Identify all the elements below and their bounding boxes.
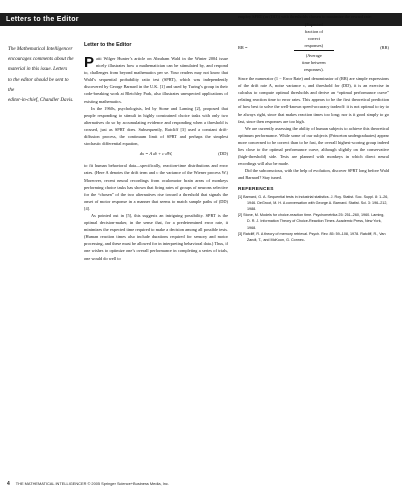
paragraph: employ SPRT (or (DD)) with thresholds chosen to maximize the reward rate:: [238, 14, 372, 19]
equation-lhs: RR =: [238, 44, 248, 50]
page-footer: [7, 481, 169, 487]
paragraph: In the 1960s, psychologists, led by Stone and Laming [2], proposed that people responding to stimuli in highly constrained choice tasks with only two alternatives do so by accumulating evidence and responding when a threshold is crossed, just as SPRT does. Subsequently, Ratcliff [3] used a constant drift-diffusion process, the continuum limit of SPRT and perhaps the simplest stochastic differential equation,: [84, 105, 228, 147]
article-column-right: [238, 13, 389, 243]
footer-text: THE MATHEMATICAL INTELLIGENCER © 2005 Springer Science+Business Media, Inc.: [15, 481, 169, 486]
equation-number: (RR): [380, 44, 389, 50]
drop-cap: P: [84, 54, 95, 71]
references-list: [238, 194, 389, 244]
paragraph: Since the numerator (1 − Error Rate) and denominator of (RR) are simple expressions of the drift rate A, noise variance c, and threshold for (DD), it is an exercise in calculus to compute optimal thresholds and derive an “optimal performance curve” relating reaction time to error rates. This appears to be the first theoretical prediction of how best to solve the well-known speed-accuracy tradeoff: it is not optimal to try to be always right, since that makes reaction times too long; nor is it good simply to go fast, since then responses are too high.: [238, 76, 389, 124]
editorial-side-note: The Mathematical Intelligencer encourages comments about the material in this issue. Letters to the editor should be sent to the editor-in-chief, Chandler Davis.: [8, 46, 74, 104]
equation-dd: [84, 150, 228, 157]
equation-number: (DD): [218, 151, 228, 157]
reference-item: [3] Ratcliff, R. A theory of memory retrieval. Psych. Rev. 85: 59–108, 1978. Ratcliff, R., Van Zandt, T., and McKoon, G. Connec-: [238, 231, 386, 242]
reference-item: [2] Stone, M. Models for choice-reaction time. Psychometrika 25: 251–260, 1960. Laming, D. R. J. Information Theory of Choice-Reaction Times. Academic Press, New York, 1968.: [238, 213, 385, 230]
fraction-bar: [294, 50, 334, 51]
equation-text: dx = A dt + c dW,: [139, 151, 173, 157]
paragraph: We are currently assessing the ability of human subjects to achieve this theoretical optimum performance. While some of our subjects (Princeton undergraduates) appear more concerned to be correct than to be fast, the overall highest-scoring group indeed lies close to the optimal performance curve, although slightly on the conservative (high-threshold) side. Tests are planned with monkeys in which direct neural recordings will also be made.: [238, 125, 389, 167]
section-title: Letters to the Editor: [6, 16, 79, 23]
reference-item: [1] Barnard, G. A. Sequential tests in industrial statistics. J. Roy. Statist. Soc. Suppl. 8: 1–26, 1946. DeGroot, M. H. A conversation with George A. Barnard. Statist. Sci. 3: 196–212, 1988.: [238, 194, 389, 211]
page-number: 4: [7, 481, 10, 487]
references-heading: REFERENCES: [238, 186, 274, 192]
paragraph: Did the subconscious, with the help of evolution, discover SPRT long before Wald and Barnard? Stay tuned.: [238, 168, 389, 181]
paragraph: As pointed out in [5], this suggests an intriguing possibility. SPRT is the optimal decision-maker, in the sense that, for a predetermined error rate, it minimizes the expected time required to make a decision among all possible tests. (Human reaction times also include durations required for sensory and motor processing, and these must be allowed for in interpreting behavioral data.) Thus, if one wishes to optimize one’s overall performance in completing a series of trials, one would do well to: [84, 212, 228, 261]
article-column-left: [84, 42, 228, 262]
fraction: (Expected fraction of correct responses) (Average time between responses).: [253, 21, 374, 73]
article-title: Letter to the Editor: [84, 42, 132, 48]
paragraph: Patti Wilger Hunter’s article on Abraham Wald in the Winter 2004 issue nicely illustrates how a mathematician can be stimulated by, and respond to, challenges from beyond mathematics per se. Your readers may not know that Wald’s sequential probability ratio test (SPRT), which was independently discovered by George Barnard in the U.K. [1] and used by Turing’s group in their code-breaking work at Bletchley Park, also illustrates unexpected applications of existing mathematics.: [84, 54, 228, 104]
paragraph: to fit human behavioral data—specifically, reaction-time distributions and error rates. (Here A denotes the drift term and c the variance of the Wiener process W.) Moreover, recent neural recordings from oculomotor brain areas of monkeys performing choice tasks has shown that firing rates of groups of neurons selective for the “chosen” of the two alternatives rise toward a threshold that signals the onset of motor response in a manner that seems to match sample paths of (DD) [4].: [84, 163, 228, 211]
equation-rr: [238, 21, 389, 73]
